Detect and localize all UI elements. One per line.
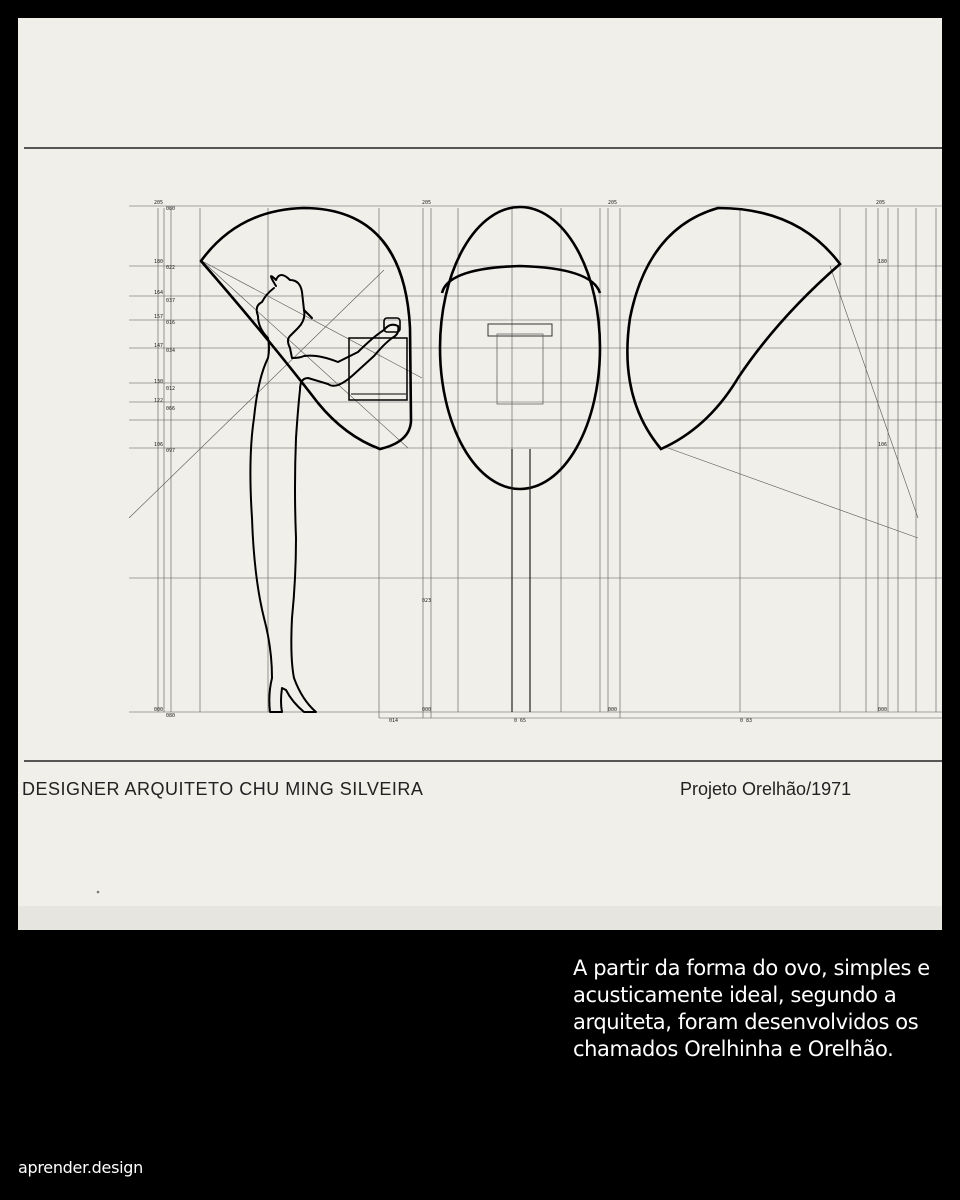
svg-text:066: 066 <box>166 406 176 412</box>
svg-text:014: 014 <box>389 718 399 724</box>
svg-text:000: 000 <box>154 707 164 713</box>
svg-text:157: 157 <box>154 314 164 320</box>
svg-text:000: 000 <box>422 707 432 713</box>
brand-handle: aprender.design <box>18 1158 143 1177</box>
svg-text:106: 106 <box>154 442 164 448</box>
svg-text:130: 130 <box>154 379 164 385</box>
orelhao-side-outline <box>627 208 840 449</box>
dimension-labels <box>154 200 887 724</box>
svg-text:023: 023 <box>422 598 432 604</box>
human-figure <box>250 275 398 712</box>
svg-text:205: 205 <box>422 200 432 206</box>
svg-text:000: 000 <box>608 707 618 713</box>
svg-text:080: 080 <box>166 206 176 212</box>
svg-text:205: 205 <box>876 200 886 206</box>
svg-text:0 65: 0 65 <box>514 718 527 724</box>
svg-text:106: 106 <box>878 442 888 448</box>
svg-text:180: 180 <box>878 259 888 265</box>
svg-text:037: 037 <box>166 298 176 304</box>
svg-text:097: 097 <box>166 448 176 454</box>
architectural-drawing <box>18 18 942 930</box>
drawing-project-title: Projeto Orelhão/1971 <box>680 779 852 799</box>
svg-text:016: 016 <box>166 320 176 326</box>
svg-text:080: 080 <box>166 713 176 719</box>
svg-text:180: 180 <box>154 259 164 265</box>
caption-text: A partir da forma do ovo, simples e acusticamente ideal, segundo a arquiteta, foram desenvolvidos os chamados Orelhinha e Orelhão. <box>573 956 930 1061</box>
svg-text:122: 122 <box>154 398 164 404</box>
svg-text:147: 147 <box>154 343 164 349</box>
svg-text:164: 164 <box>154 290 164 296</box>
orelhinha-outline <box>201 208 411 449</box>
svg-text:205: 205 <box>154 200 164 206</box>
svg-text:205: 205 <box>608 200 618 206</box>
svg-text:034: 034 <box>166 348 176 354</box>
svg-text:012: 012 <box>166 386 176 392</box>
svg-text:022: 022 <box>166 265 176 271</box>
drawing-credit: DESIGNER ARQUITETO CHU MING SILVEIRA <box>22 779 424 799</box>
svg-text:000: 000 <box>878 707 888 713</box>
svg-text:0 83: 0 83 <box>740 718 753 724</box>
